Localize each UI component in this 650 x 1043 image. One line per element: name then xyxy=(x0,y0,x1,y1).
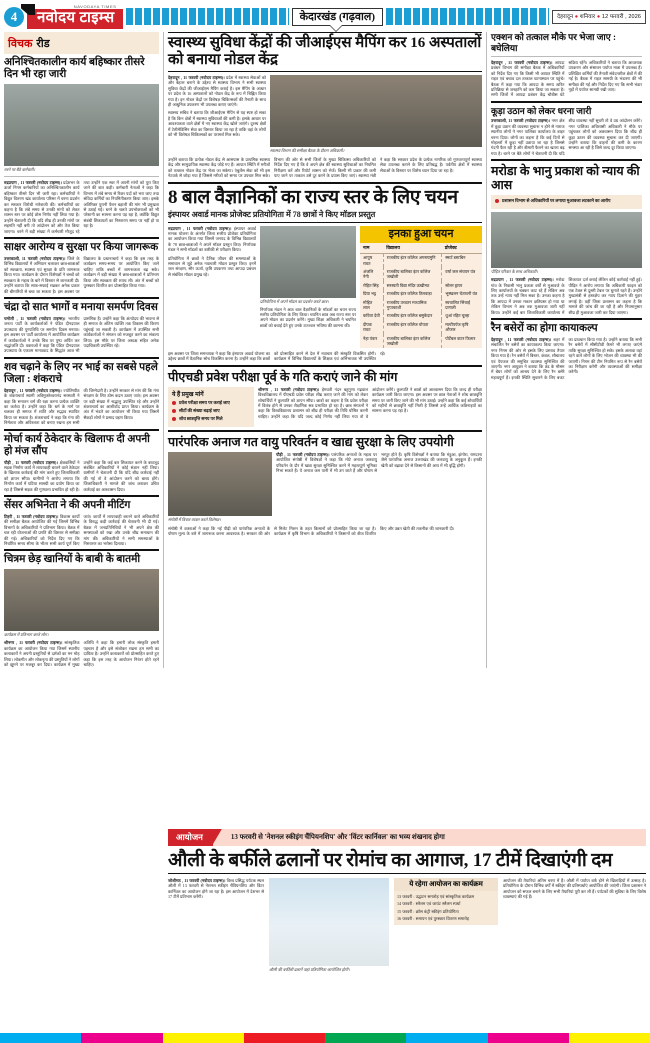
science-photo xyxy=(260,226,356,298)
event-body-1: विश्व प्रसिद्ध पर्यटक स्थल औली में 13 फरवरी से नेशनल स्कीइंग चैंपियनशिप और विंटर कार्निवल का आयोजन होने जा रहा है। इस आयोजन में देशभर से 17 टीमें प्रतिभाग करेंगी। xyxy=(168,878,264,900)
right-story2-headline[interactable]: कूड़ा उठान को लेकर धरना जारी xyxy=(491,105,592,116)
table-row xyxy=(360,298,482,312)
phd-bullets-block xyxy=(168,387,254,427)
right-story1-body xyxy=(491,60,642,98)
cell-name: कविता देवी xyxy=(360,312,383,320)
logo-kicker-text: NAVODAYA TIMES xyxy=(73,4,117,9)
left-story2-dateline: उत्तरकाशी, 11 फरवरी (नवोदय टाइम्स)। xyxy=(4,256,66,262)
left-story1-headline[interactable]: अनिश्चितकालीन कार्य बहिष्कार तीसरे दिन भी रहा जारी xyxy=(4,57,145,80)
lead-photo xyxy=(270,75,482,147)
cell-school: राजकीय इंटर कॉलेज तिलवाड़ा xyxy=(383,290,441,298)
left-story1-photo xyxy=(4,84,159,166)
table-row xyxy=(360,334,482,348)
separator-dot-1: ● xyxy=(574,13,579,20)
right-story3-body xyxy=(491,277,642,315)
science-selection-table xyxy=(360,243,482,348)
left-column xyxy=(4,32,164,668)
science-subhead: इंस्पायर अवार्ड मानक प्रोजेक्ट प्रतियोगिता में 78 छात्रों ने किए मॉडल प्रस्तुत xyxy=(168,210,482,223)
cell-project: भूस्खलन चेतावनी यंत्र xyxy=(445,291,478,297)
footer-swatch-cyan-2 xyxy=(406,1033,487,1043)
phd-body-1: हेमवती नंदन बहुगुणा गढ़वाल विश्वविद्यालय में पीएचडी प्रवेश परीक्षा शीघ्र कराए जाने की मांग को लेकर शोधार्थियों ने कुलपति को ज्ञापन सौंपा। छात्रों का कहना है कि प्रवेश परीक्षा में विलंब होने से उनका शैक्षणिक सत्र प्रभावित हो रहा है। xyxy=(258,386,368,408)
climate-body-1: पारंपरिक अनाजों के महत्व पर आयोजित संगोष्ठी में विशेषज्ञों ने कहा कि मोटे अनाज जलवायु परिवर्तन के दौर में खाद्य सुरक्षा सुनिश्चित करने में महत्वपूर्ण भूमिका निभा सकते हैं। ये अनाज कम पानी में भी उग जाते हैं और पोषण से भरपूर होते हैं। xyxy=(276,451,403,473)
right-story1-dateline: देहरादून , 11 फरवरी (नवोदय टाइम्स)। xyxy=(491,60,553,65)
masthead xyxy=(0,0,650,30)
left-story7-body xyxy=(4,640,159,667)
phd-body-block xyxy=(258,387,482,427)
climate-photo xyxy=(168,452,272,516)
right-story4-text: शहर में संचालित रैन बसेरों का कायाकल्प किया जाएगा। नगर निगम की ओर से इसके लिए प्रस्ताव तैयार किया गया है। रैन बसेरों में बिस्तर, कंबल, शौचालय एवं पेयजल की समुचित व्यवस्था सुनिश्चित की जाएगी। नगर आयुक्त ने बताया कि ठंड के मौसम में बेघर लोगों को आश्रय देने के लिए रैन बसेरे महत्वपूर्ण हैं। इनकी स्थिति सुधारने के लिए बजट का प्रावधान किया गया है। उन्होंने बताया कि सभी रैन बसेरों में सीसीटीवी कैमरे भी लगाए जाएंगे ताकि सुरक्षा सुनिश्चित हो सके। इसके अलावा वहां रहने वाले लोगों के लिए भोजन की व्यवस्था भी की जाएगी। निगम की टीम नियमित रूप से रैन बसेरों का निरीक्षण करेगी और व्यवस्थाओं की समीक्षा करेगी। xyxy=(491,337,642,380)
phd-bullet-item xyxy=(172,408,250,414)
right-story3-text: मरोडा गांव के निवासी भानु प्रकाश वर्षों से मुआवजे के लिए कार्यालयों के चक्कर काट रहे हैं लेकिन अब तक उन्हें न्याय नहीं मिल सका है। उनका कहना है कि आपदा में उनका मकान क्षतिग्रस्त हो गया था लेकिन विभाग ने अब तक मुआवजा जारी नहीं किया। उन्होंने कई बार जिलाधिकारी कार्यालय में शिकायत दर्ज कराई लेकिन कोई कार्रवाई नहीं हुई। पीड़ित ने आरोप लगाया कि अधिकारी फाइल को एक टेबल से दूसरी टेबल पर घुमाते रहते हैं। उन्होंने मुख्यमंत्री से हस्तक्षेप कर न्याय दिलाने की गुहार लगाई है। वहीं जिला प्रशासन का कहना है कि मामले की जांच की जा रही है और नियमानुसार शीघ्र ही मुआवजा जारी कर दिया जाएगा। xyxy=(491,277,642,315)
climate-body-4: कार्यक्रम में कृषि विभाग के अधिकारियों ने किसानों को बीज वितरित किए और उन्नत खेती की तकनीक की जानकारी दी। xyxy=(274,525,455,537)
event-schedule-item: 14 फरवरी : स्लैलम एवं जायंट स्लैलम स्पर्धा xyxy=(397,901,461,907)
phd-bullet-item xyxy=(172,400,250,406)
left-story4-body xyxy=(4,388,159,426)
phd-body-3: इस अवसर पर छात्र नेताओं ने शोध छात्रवृत्ति समय पर जारी किए जाने की भी मांग उठाई। उन्होंने कहा कि कई शोधार्थियों को महीनों से छात्रवृत्ति नहीं मिली है जिससे उन्हें आर्थिक कठिनाइयों का सामना करना पड़ रहा है। xyxy=(372,392,482,414)
left-story7-caption: कार्यक्रम में प्रतिभाग करते लोग। xyxy=(4,632,49,638)
science-text-col-1 xyxy=(168,226,256,348)
event-text-col-2 xyxy=(503,878,646,973)
right-story1-text: आपदा प्रबंधन विभाग की समीक्षा बैठक में अधिकारियों को निर्देश दिए गए कि किसी भी आपात स्थिति में राहत एवं बचाव दल तत्काल घटनास्थल पर पहुंचे। बैठक में कहा गया कि आपदा के समय त्वरित प्रतिक्रिया से जनहानि को कम किया जा सकता है। सभी जिलों में आपदा प्रबंधन केंद्र चौबीस घंटे सक्रिय रहेंगे। अधिकारियों ने बताया कि आवश्यक उपकरण और संसाधन पर्याप्त मात्रा में उपलब्ध हैं। प्रशिक्षित कर्मियों की तैनाती संवेदनशील क्षेत्रों में की गई है। बैठक में राहत सामग्री के भंडारण की भी समीक्षा की गई और निर्देश दिए गए कि सभी भंडार गृहों में पर्याप्त सामग्री रखी जाए। xyxy=(491,60,642,98)
event-dateline: जोशीमठ , 11 फरवरी (नवोदय टाइम्स)। xyxy=(168,878,226,883)
right-story4-headline[interactable]: रैन बसेरों का होगा कायाकल्प xyxy=(491,323,598,335)
lead-dateline: देहरादून , 11 फरवरी (नवोदय टाइम्स)। xyxy=(168,75,225,80)
phd-dateline: श्रीनगर , 11 फरवरी (नवोदय टाइम्स)। xyxy=(258,386,320,392)
cell-project: धुआं रहित चूल्हा xyxy=(445,313,470,319)
science-table-title: इनका हुआ चयन xyxy=(360,226,482,243)
event-headline[interactable]: औली के बर्फीले ढलानों पर रोमांच का आगाज, 17 टीमें दिखाएंगी दम xyxy=(168,850,646,874)
right-story2-text: नगर क्षेत्र में कूड़ा उठान की व्यवस्था सुचारू न होने से नाराज स्थानीय लोगों ने नगर पालिका कार्यालय के बाहर धरना दिया। लोगों का कहना है कि कई दिनों से मोहल्लों में कूड़ा नहीं उठाया जा रहा है जिससे गंदगी फैल रही है और बीमारी फैलने का खतरा बढ़ गया है। धरने पर बैठे लोगों ने चेतावनी दी कि यदि शीघ्र व्यवस्था नहीं सुधरी तो वे उग्र आंदोलन करेंगे। नगर पालिका अधिशासी अधिकारी ने मौके पर पहुंचकर लोगों को आश्वासन दिया कि शीघ्र ही कूड़ा उठान की व्यवस्था सुचारू कर दी जाएगी। उन्होंने बताया कि वाहनों की कमी के कारण समस्या आ रही है जिसे जल्द दूर किया जाएगा। xyxy=(491,118,642,156)
science-body-3: निर्णायक मंडल ने आठ बाल वैज्ञानिकों के मॉडलों का चयन राज्य स्तरीय प्रतियोगिता के लिए किया। चयनित छात्र अब राज्य स्तर पर अपने मॉडल का प्रदर्शन करेंगे। मुख्य शिक्षा अधिकारी ने चयनित छात्रों को बधाई देते हुए उनके उज्ज्वल भविष्य की कामना की। xyxy=(260,306,356,328)
event-schedule-list xyxy=(394,891,498,925)
table-header-row xyxy=(360,243,482,254)
cell-project: पोर्टेबल वाटर फिल्टर xyxy=(445,335,476,341)
science-headline[interactable]: 8 बाल वैज्ञानिकों का राज्य स्तर के लिए चयन xyxy=(168,186,458,208)
left-story1-dateline: रुद्रप्रयाग , 11 फरवरी (नवोदय टाइम्स)। xyxy=(4,180,62,185)
footer-swatch-yellow xyxy=(163,1033,244,1043)
right-story3-headline[interactable]: मरोडा के भानु प्रकाश को न्याय की आस xyxy=(491,164,640,193)
footer-swatch-cyan xyxy=(0,1033,81,1043)
right-story2-dateline: उत्तरकाशी, 11 फरवरी (नवोदय टाइम्स)। xyxy=(491,118,551,124)
science-photo-block xyxy=(260,226,356,348)
left-story1-body xyxy=(4,180,159,234)
event-tag-label: आयोजन xyxy=(168,829,213,846)
bullet-dot-icon xyxy=(495,199,499,203)
phd-bullet-text: प्रवेश परीक्षा समय पर कराई जाए xyxy=(179,399,230,405)
logo-wordmark: नवोदय टाइम्स xyxy=(27,9,123,29)
footer-swatch-magenta-2 xyxy=(488,1033,569,1043)
separator-dot-2: ● xyxy=(596,13,601,20)
climate-body-3: संगोष्ठी में वक्ताओं ने कहा कि नई पीढ़ी को पारंपरिक अनाजों के पोषण मूल्य के बारे में जागरूक करना आवश्यक है। सरकार की ओर से मिलेट मिशन के तहत किसानों को प्रोत्साहित किया जा रहा है। xyxy=(168,525,376,537)
phd-bullet-box xyxy=(168,387,254,427)
event-schedule-box xyxy=(394,878,498,973)
event-section xyxy=(168,826,646,973)
footer-color-bar xyxy=(0,1033,650,1043)
right-story4-dateline: देहरादून , 11 फरवरी (नवोदय टाइम्स)। xyxy=(491,337,552,343)
kicker-black-word: रीड xyxy=(36,38,50,50)
left-story6-text: विकास कार्यों की समीक्षा बैठक आयोजित की गई जिसमें विभिन्न विभागों के अधिकारियों ने प्रतिभाग किया। बैठक में चल रही योजनाओं की प्रगति की विस्तार से समीक्षा की गई। अधिकारियों को निर्देश दिए गए कि निर्धारित समय सीमा के भीतर सभी कार्य पूर्ण किए जाएं। कार्यों में लापरवाही बरतने वाले अधिकारियों के विरुद्ध कड़ी कार्रवाई की चेतावनी भी दी गई। बैठक में जनप्रतिनिधियों ने भी अपने क्षेत्र की समस्याओं को रखा और उनके शीघ्र समाधान की मांग की। अधिकारियों ने सभी समस्याओं के निस्तारण का भरोसा दिलाया। xyxy=(4,514,159,547)
left-story2-headline[interactable]: साक्षर आरोग्य व सुरक्षा पर किया जागरूक xyxy=(4,242,159,254)
cell-school: राजकीय इंटर कॉलेज चोपता xyxy=(383,320,441,334)
event-text-col-1 xyxy=(168,878,264,973)
cell-name: अंजलि नेगी xyxy=(360,267,383,281)
table-header-project: प्रोजेक्ट xyxy=(442,243,482,254)
climate-body-rest xyxy=(168,526,482,537)
phd-bullet-text: सीटों की संख्या बढ़ाई जाए xyxy=(179,407,220,413)
stripe-bar-left xyxy=(126,8,289,25)
table-header-name: नाम xyxy=(360,243,383,254)
left-story3-text: भारतीय जनता पार्टी के कार्यकर्ताओं ने पंडित दीनदयाल उपाध्याय की पुण्यतिथि पर समर्पण दिवस मनाया। इस अवसर पर पार्टी कार्यालय में आयोजित कार्यक्रम में कार्यकर्ताओं ने उनके चित्र पर पुष्प अर्पित कर श्रद्धांजलि दी। वक्ताओं ने कहा कि पंडित दीनदयाल उपाध्याय के एकात्म मानववाद के सिद्धांत आज भी प्रासंगिक हैं। उन्होंने कहा कि अंत्योदय की भावना से ही समाज के अंतिम व्यक्ति तक विकास की किरण पहुंचाई जा सकती है। कार्यक्रम में उपस्थित सभी कार्यकर्ताओं ने संगठन को मजबूत करने का संकल्प लिया। इस मौके पर जिला अध्यक्ष सहित अनेक पदाधिकारी उपस्थित रहे। xyxy=(4,315,159,354)
left-story4-dateline: देहरादून , 11 फरवरी (नवोदय टाइम्स)। xyxy=(4,387,62,393)
lead-headline[interactable]: स्वास्थ्य सुविधा केंद्रों की जीआईएस मैपिंग कर 16 अस्पतालों को बनाया नोडल केंद्र xyxy=(168,32,482,72)
left-story7-photo xyxy=(4,569,159,631)
cell-name: दीपक रावत xyxy=(360,320,383,334)
right-story3-bullet-text: प्रशासन विभाग से अधिकारियों पर लगाया मुआवजा लटकाने का आरोप xyxy=(502,198,611,204)
left-kicker-box xyxy=(4,32,159,54)
right-story3-caption: पीड़ित परिवार के साथ अधिकारी। xyxy=(491,269,538,275)
left-story7-headline[interactable]: चित्रम छेड़ खानियों के बाबी के बातमी xyxy=(4,554,141,566)
lead-body-2: स्वास्थ्य सचिव ने बताया कि जीआईएस मैपिंग से यह स्पष्ट हो सका है कि किन क्षेत्रों में स्वास्थ्य सुविधाओं की कमी है। इसके आधार पर आवश्यकता वाले क्षेत्रों में नए स्वास्थ्य केंद्र खोले जाएंगे। दूरस्थ क्षेत्रों में टेलीमेडिसिन सेवा का विस्तार किया जा रहा है ताकि वहां के लोगों को भी विशेषज्ञ चिकित्सकों का परामर्श मिल सके। xyxy=(168,110,266,138)
left-story6-body xyxy=(4,514,159,546)
right-story1-headline[interactable]: एक्शन को तत्काल मौके पर भेजा जाए : बघेलिया xyxy=(491,32,616,53)
dateline-tag xyxy=(552,10,646,24)
footer-swatch-yellow-2 xyxy=(569,1033,650,1043)
kicker-red-word: विचक xyxy=(8,38,33,50)
page-body xyxy=(0,30,650,668)
bullet-dot-icon xyxy=(172,417,176,421)
table-row xyxy=(360,253,482,267)
left-story2-body xyxy=(4,256,159,294)
climate-body-block xyxy=(276,452,482,523)
page-number-badge: 4 xyxy=(4,7,24,27)
table-header-school: विद्यालय xyxy=(383,243,441,254)
middle-column xyxy=(164,32,486,668)
left-story6-headline[interactable]: सेंसर अभिनेता ने की अपनी मीटिंग xyxy=(4,500,131,512)
lead-body-1 xyxy=(168,75,266,107)
event-body-3: जिला प्रशासन ने आयोजन को सफल बनाने के लिए सभी तैयारियां पूरी कर ली हैं। पर्यटकों की सुविधा के लिए विशेष व्यवस्थाएं की गई हैं। xyxy=(503,883,646,900)
table-row xyxy=(360,290,482,298)
cell-project: स्मार्ट डस्टबिन xyxy=(445,255,466,261)
phd-body-2: छात्र संगठनों ने कहा कि विश्वविद्यालय प्रशासन को शीघ्र ही परीक्षा की तिथि घोषित करनी चाहिए। उन्होंने कहा कि यदि जल्द कोई निर्णय नहीं लिया गया तो वे आंदोलन करेंगे। कुलपति ने छात्रों को आश्वासन दिया कि जल्द ही परीक्षा कार्यक्रम जारी किया जाएगा। xyxy=(258,386,482,419)
table-row xyxy=(360,281,482,289)
bullet-dot-icon xyxy=(172,409,176,413)
footer-swatch-red xyxy=(244,1033,325,1043)
cell-school: राजकीय उच्चतर माध्यमिक गुप्तकाशी xyxy=(383,298,441,312)
science-table-body xyxy=(360,253,482,348)
climate-photo-caption: संगोष्ठी में विचार व्यक्त करते विशेषज्ञ। xyxy=(168,516,221,522)
publication-logo[interactable] xyxy=(27,4,123,29)
left-story5-dateline: पौड़ी , 11 फरवरी (नवोदय टाइम्स)। xyxy=(4,459,58,465)
left-story3-headline[interactable]: चंद्रा दो सात भागों व मनाया समर्पण दिवस xyxy=(4,301,158,313)
event-schedule-item: 13 फरवरी : उद्घाटन समारोह एवं सांस्कृतिक कार्यक्रम xyxy=(397,894,475,899)
phd-bullet-item xyxy=(172,416,250,422)
left-story6-dateline: टिहरी , 11 फरवरी (नवोदय टाइम्स)। xyxy=(4,514,59,520)
left-story3-dateline: चमोली , 11 फरवरी (नवोदय टाइम्स)। xyxy=(4,315,66,321)
footer-swatch-green xyxy=(325,1033,406,1043)
cell-project: वर्षा जल संचयन यंत्र xyxy=(445,268,476,274)
table-row xyxy=(360,267,482,281)
lead-photo-caption: स्वास्थ्य विभाग की समीक्षा बैठक के दौरान अधिकारी। xyxy=(270,148,345,153)
cell-school: राजकीय इंटर कॉलेज बसुकेदार xyxy=(383,312,441,320)
cell-school: राजकीय बालिका इंटर कॉलेज जखोली xyxy=(383,267,441,281)
cell-school: सरस्वती विद्या मंदिर ऊखीमठ xyxy=(383,281,441,289)
science-dateline: रुद्रप्रयाग , 11 फरवरी (नवोदय टाइम्स)। xyxy=(168,225,232,231)
event-subhead: 13 फरवरी से 'नेशनल स्कीइंग चैंपियनशिप' और 'विंटर कार्निवल' का भव्य शंखनाद होगा xyxy=(213,829,646,846)
left-story3-body xyxy=(4,316,159,354)
phd-bullet-text: शोध छात्रवृत्ति समय पर मिले xyxy=(179,415,223,421)
edition-tag: केदारखंड (गढ़वाल) xyxy=(292,8,383,26)
stripe-bar-right xyxy=(386,8,549,25)
right-story2-body xyxy=(491,118,642,156)
cell-name: प्रिया भट्ट xyxy=(360,290,383,298)
cell-school: राजकीय इंटर कॉलेज अगस्त्यमुनि xyxy=(383,253,441,267)
bullet-dot-icon xyxy=(172,401,176,405)
right-story3-photo xyxy=(491,212,642,268)
table-row xyxy=(360,312,482,320)
event-strip xyxy=(168,829,646,846)
lead-body-4: विभाग की ओर से सभी जिलों के मुख्य चिकित्सा अधिकारियों को निर्देश दिए गए हैं कि वे अपने क्षेत्र की स्वास्थ्य सुविधाओं का नियमित निरीक्षण करें और रिपोर्ट शासन को भेजें। किसी भी प्रकार की कमी पाए जाने पर तत्काल उसे दूर करने के प्रयास किए जाएं। xyxy=(274,157,376,179)
phd-headline[interactable]: पीएचडी प्रवेश परीक्षा पूर्व के गति कराएं जाने की मांग xyxy=(168,369,398,384)
right-story3-bullet-item xyxy=(495,198,638,204)
lead-body-1-text: प्रदेश में स्वास्थ्य सेवाओं को और बेहतर बनाने के उद्देश्य से स्वास्थ्य विभाग ने सभी स्वास्थ्य सुविधा केंद्रों की जीआईएस मैपिंग कराई है। इस मैपिंग के आधार पर प्रदेश के 16 अस्पतालों को नोडल केंद्र के रूप में चिह्नित किया गया है। इन नोडल केंद्रों पर विशेषज्ञ चिकित्सकों की तैनाती के साथ ही आधुनिक उपकरण भी उपलब्ध कराए जाएंगे। xyxy=(168,75,266,108)
left-story5-headline[interactable]: मोर्चा कार्य ठेकेदार के खिलाफ दी अपनी हो मंज सौंप xyxy=(4,433,150,457)
right-story3-bullet-box xyxy=(491,195,642,209)
cell-project: सोलर ड्रायर xyxy=(445,282,463,288)
right-column xyxy=(486,32,642,668)
cell-name: मोहित लाल xyxy=(360,298,383,312)
climate-body-2: कृषि विशेषज्ञों ने बताया कि मंडुआ, झंगोरा, रामदाना जैसे पारंपरिक अनाज उत्तराखंड की जलवायु के अनुकूल हैं। इनकी खेती को बढ़ावा देने से किसानों की आय में भी वृद्धि होगी। xyxy=(381,451,482,468)
cell-school: राजकीय बालिका इंटर कॉलेज जखोली xyxy=(383,334,441,348)
climate-headline[interactable]: पारंपरिक अनाज गत वायु परिवर्तन व खाद्य सुरक्षा के लिए उपयोगी xyxy=(168,434,454,449)
science-photo-caption: प्रतियोगिता में अपने मॉडल का प्रदर्शन करते छात्र। xyxy=(260,298,329,304)
event-photo-caption: औली की बर्फीली ढलानें जहां प्रतियोगिता आयोजित होगी। xyxy=(269,967,350,972)
cell-name: आयुष रावत xyxy=(360,253,383,267)
date-label: 12 फरवरी , 2026 xyxy=(601,13,642,20)
cell-project: स्वचालित सिंचाई प्रणाली xyxy=(445,299,471,310)
phd-box-title: ये हैं प्रमुख मांगें xyxy=(172,391,204,398)
science-body-1-text: इंस्पायर अवार्ड मानक योजना के अंतर्गत जिला स्तरीय प्रोजेक्ट प्रतियोगिता का आयोजन किया गया जिसमें जनपद के विभिन्न विद्यालयों के 78 छात्र-छात्राओं ने अपने मॉडल प्रस्तुत किए। निर्णायक मंडल ने सभी मॉडलों का बारीकी से परीक्षण किया। xyxy=(168,225,256,253)
event-schedule-item: 16 फरवरी : समापन एवं पुरस्कार वितरण समारोह xyxy=(397,916,470,922)
right-story3-dateline: रुद्रप्रयाग , 11 फरवरी (नवोदय टाइम्स)। xyxy=(491,277,554,283)
left-story5-body xyxy=(4,460,159,492)
science-body-2: प्रतियोगिता में छात्रों ने दैनिक जीवन की समस्याओं के समाधान से जुड़े अनेक नवाचारी मॉडल प्रस्तुत किए। इनमें जल संरक्षण, सौर ऊर्जा, कृषि उपकरण तथा आपदा प्रबंधन से संबंधित मॉडल प्रमुख रहे। xyxy=(168,255,256,277)
place-label: देहरादून xyxy=(557,13,574,20)
event-box-title: ये रहेगा आयोजन का कार्यक्रम xyxy=(394,878,498,891)
left-story7-text: सांस्कृतिक कार्यक्रम का आयोजन किया गया जिसमें स्थानीय कलाकारों ने अपनी प्रस्तुतियों से दर्शकों का मन मोह लिया। लोकगीत और लोकनृत्य की प्रस्तुतियों ने लोगों को झूमने पर मजबूर कर दिया। कार्यक्रम में मुख्य अतिथि ने कहा कि हमारी लोक संस्कृति हमारी पहचान है और इसे संजोकर रखना हम सभी का दायित्व है। उन्होंने कलाकारों को प्रोत्साहित करते हुए कहा कि इस तरह के आयोजन निरंतर होते रहने चाहिए। xyxy=(4,640,159,668)
right-story4-body xyxy=(491,337,642,380)
left-story5-text: क्षेत्रवासियों ने सड़क निर्माण कार्य में लापरवाही बरतने वाले ठेकेदार के खिलाफ कार्रवाई की मांग करते हुए जिलाधिकारी को ज्ञापन सौंपा। ग्रामीणों ने आरोप लगाया कि निर्माण कार्य में घटिया सामग्री का प्रयोग किया जा रहा है जिससे सड़क की गुणवत्ता प्रभावित हो रही है। उन्होंने कहा कि कई बार शिकायत करने के बावजूद संबंधित अधिकारियों ने कोई संज्ञान नहीं लिया। ग्रामीणों ने चेतावनी दी कि यदि शीघ्र कार्रवाई नहीं की गई तो वे आंदोलन करने को बाध्य होंगे। जिलाधिकारी ने मामले की जांच कराकर उचित कार्रवाई का आश्वासन दिया। xyxy=(4,459,159,492)
cell-name: नेहा पंवार xyxy=(360,334,383,348)
left-story2-text: जिले के विभिन्न विद्यालयों में अभियान चलाकर छात्र-छात्राओं को स्वच्छता, स्वास्थ्य एवं सुरक्षा के प्रति जागरूक किया गया। कार्यक्रम के दौरान विशेषज्ञों ने बच्चों को स्वच्छता के महत्व के बारे में विस्तार से जानकारी दी। उन्होंने बताया कि साफ-सफाई रखकर अनेक प्रकार की बीमारियों से बचा जा सकता है। इस अवसर पर विद्यालय के प्रधानाचार्य ने कहा कि इस तरह के कार्यक्रम समय-समय पर आयोजित किए जाने चाहिए ताकि बच्चों में जागरूकता बढ़ सके। कार्यक्रम में बड़ी संख्या में छात्र-छात्राओं ने प्रतिभाग किया और स्वच्छता की शपथ ली। अंत में बच्चों को पुरस्कार वितरित कर प्रोत्साहित किया गया। xyxy=(4,256,159,294)
left-story4-text: ज्योतिष्पीठ के शंकराचार्य स्वामी अविमुक्तेश्वरानंद सरस्वती ने कहा कि सनातन धर्म की रक्षा करना प्रत्येक व्यक्ति का कर्तव्य है। उन्होंने कहा कि धर्म के मार्ग पर चलकर ही समाज में शांति और सद्भाव स्थापित किया जा सकता है। शंकराचार्य ने कहा कि गंगा की निर्मलता और अविरलता को बनाए रखना हम सभी की जिम्मेदारी है। उन्होंने सरकार से मांग की कि गंगा संरक्षण के लिए ठोस कदम उठाए जाएं। इस अवसर पर बड़ी संख्या में श्रद्धालु उपस्थित रहे और उन्होंने शंकराचार्य का आशीर्वाद प्राप्त किया। कार्यक्रम के अंत में भंडारे का आयोजन भी किया गया जिसमें सैकड़ों लोगों ने प्रसाद ग्रहण किया। xyxy=(4,387,159,426)
table-row xyxy=(360,320,482,334)
lead-body-5: स्वास्थ्य मंत्री ने कहा कि सरकार प्रदेश के प्रत्येक नागरिक को गुणवत्तापूर्ण स्वास्थ्य सेवा उपलब्ध कराने के लिए प्रतिबद्ध है। पर्वतीय क्षेत्रों में स्वास्थ्य सेवाओं के विस्तार पर विशेष ध्यान दिया जा रहा है। xyxy=(358,157,482,179)
footer-swatch-magenta xyxy=(81,1033,162,1043)
science-body-1 xyxy=(168,226,256,253)
climate-photo-block xyxy=(168,452,272,523)
left-story1-caption: धरने पर बैठे कर्मचारी। xyxy=(4,167,36,172)
left-story7-dateline: श्रीनगर , 11 फरवरी (नवोदय टाइम्स)। xyxy=(4,640,63,646)
climate-dateline: पौड़ी , 11 फरवरी (नवोदय टाइम्स)। xyxy=(276,451,330,457)
lead-photo-block xyxy=(270,75,482,154)
event-photo xyxy=(269,878,389,966)
lead-body-rest xyxy=(168,157,482,179)
cell-project: मल्टीपर्पज कृषि औजार xyxy=(445,321,469,333)
cell-name: रोहित सिंह xyxy=(360,281,383,289)
science-table-block xyxy=(360,226,482,348)
event-photo-block xyxy=(269,878,389,973)
lead-body-3: उन्होंने बताया कि प्रत्येक नोडल केंद्र से आसपास के प्राथमिक स्वास्थ्य केंद्र और सामुदायिक स्वास्थ्य केंद्र जोड़े गए हैं। आपात स्थिति में मरीजों को तत्काल नोडल केंद्र पर भेजा जा सकेगा। एंबुलेंस सेवा को भी इस नेटवर्क से जोड़ा गया है जिससे मरीजों को समय पर उपचार मिल सके। xyxy=(168,157,270,179)
day-label: शनिवार xyxy=(579,13,596,20)
science-body-4: इस अवसर पर जिला समन्वयक ने कहा कि इंस्पायर अवार्ड योजना का उद्देश्य छात्रों में वैज्ञानिक सोच विकसित करना है। उन्होंने कहा कि छात्रों को प्रोत्साहित करने से देश में नवाचार की संस्कृति विकसित होगी। कार्यक्रम में विभिन्न विद्यालयों के शिक्षक एवं अभिभावक भी उपस्थित रहे। xyxy=(168,350,386,362)
lead-left-text-block xyxy=(168,75,266,154)
event-schedule-item: 15 फरवरी : क्रॉस कंट्री स्कीइंग प्रतियोगिता xyxy=(397,908,459,914)
left-story4-headline[interactable]: शव चढ़ाने के लिए नर भाई का सबसे पहले जिला : शंकराचे xyxy=(4,361,158,385)
event-body-2: आयोजन की तैयारियां अंतिम चरण में हैं। औली में पर्याप्त बर्फ होने से खिलाड़ियों में उत्साह है। प्रतियोगिता के दौरान विभिन्न वर्गों में स्कीइंग की प्रतिस्पर्धाएं आयोजित की जाएंगी। xyxy=(503,878,646,889)
left-story1-text: प्रदेशभर के ऊर्जा निगम कर्मचारियों का अनिश्चितकालीन कार्य बहिष्कार तीसरे दिन भी जारी रहा। कर्मचारियों ने विद्युत वितरण खंड कार्यालय परिसर में धरना प्रदर्शन कर सरकार विरोधी नारेबाजी की। कर्मचारियों का कहना है कि लंबे समय से उनकी मांगों को लेकर शासन स्तर पर कोई ठोस निर्णय नहीं लिया गया है। उन्होंने चेतावनी दी कि यदि शीघ्र ही उनकी मांगों पर सहमति नहीं बनी तो आंदोलन को और तेज किया जाएगा। धरने में बड़ी संख्या में कर्मचारी मौजूद रहे तथा उन्होंने एक स्वर में अपनी मांगों को पूरा किए जाने की बात कही। कर्मचारी नेताओं ने कहा कि विभाग में लंबे समय से रिक्त पदों को भरा जाए तथा संविदा कर्मियों का नियमितीकरण किया जाए। इसके अतिरिक्त पुरानी पेंशन बहाली की मांग भी प्रमुखता से उठाई गई। धरने के चलते उपभोक्ताओं को भी परेशानी का सामना करना पड़ रहा है, क्योंकि विद्युत संबंधी शिकायतों का निस्तारण समय पर नहीं हो पा रहा है। xyxy=(4,180,159,234)
